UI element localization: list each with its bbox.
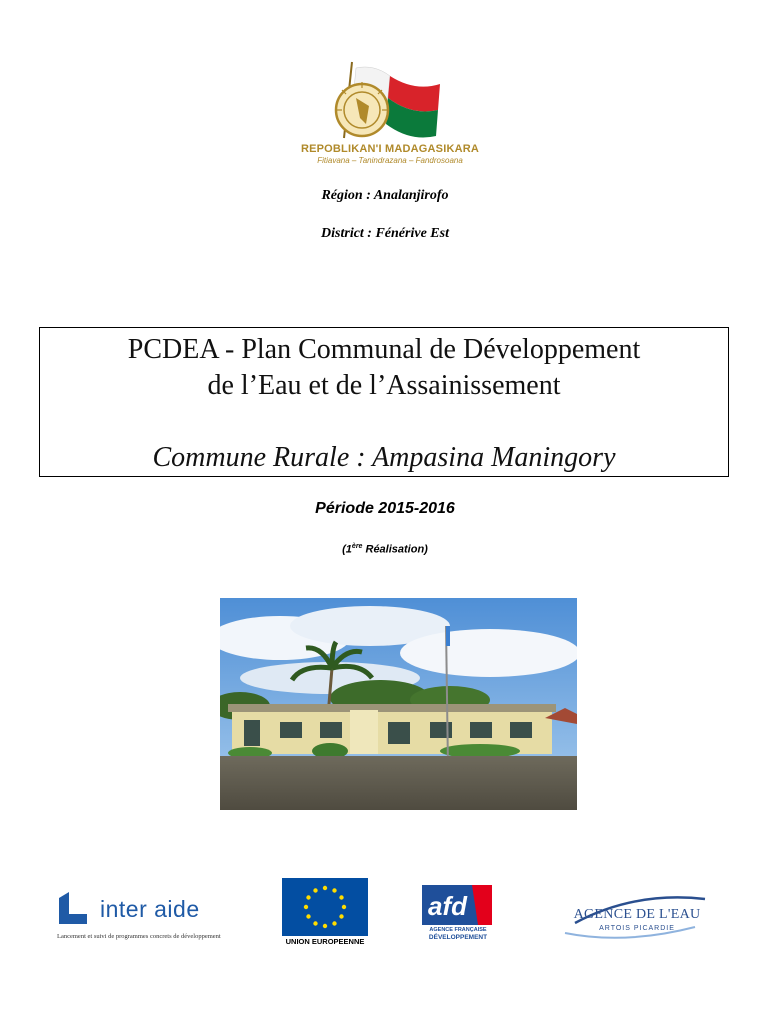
eu-flag-icon (282, 878, 368, 936)
commune-title: Commune Rurale : Ampasina Maningory (152, 442, 616, 473)
realisation-label (0, 543, 770, 556)
realisation-sup: ère (351, 543, 363, 550)
eu-label: UNION EUROPEENNE (285, 937, 365, 946)
periode-label: Période 2015-2016 (315, 500, 455, 517)
title-line-2: de l’Eau et de l’Assainissement (207, 370, 561, 401)
title-box (39, 327, 729, 477)
interaide-tagline: Lancement et suivi de programmes concrets de développement (57, 933, 221, 940)
agence-eau-name: AGENCE DE L'EAU (573, 907, 701, 922)
realisation-prefix: (1 (342, 543, 352, 556)
afd-sub-2: DÉVELOPPEMENT (428, 934, 488, 941)
district-label: District : Fénérive Est (321, 226, 449, 241)
afd-name: afd (428, 891, 467, 921)
commune-building-photo (220, 598, 577, 810)
realisation-suffix: Réalisation) (362, 543, 428, 556)
agence-eau-sub: ARTOIS PICARDIE (599, 925, 675, 932)
emblem-motto: Fitiavana – Tanindrazana – Fandrosoana (317, 156, 463, 165)
afd-sub-1: AGENCE FRANÇAISE (429, 927, 487, 933)
emblem-title: REPOBLIKAN'I MADAGASIKARA (300, 143, 480, 155)
region-label: Région : Analanjirofo (321, 188, 449, 203)
title-line-1: PCDEA - Plan Communal de Développement (127, 334, 641, 365)
interaide-name: inter aide (100, 896, 200, 922)
